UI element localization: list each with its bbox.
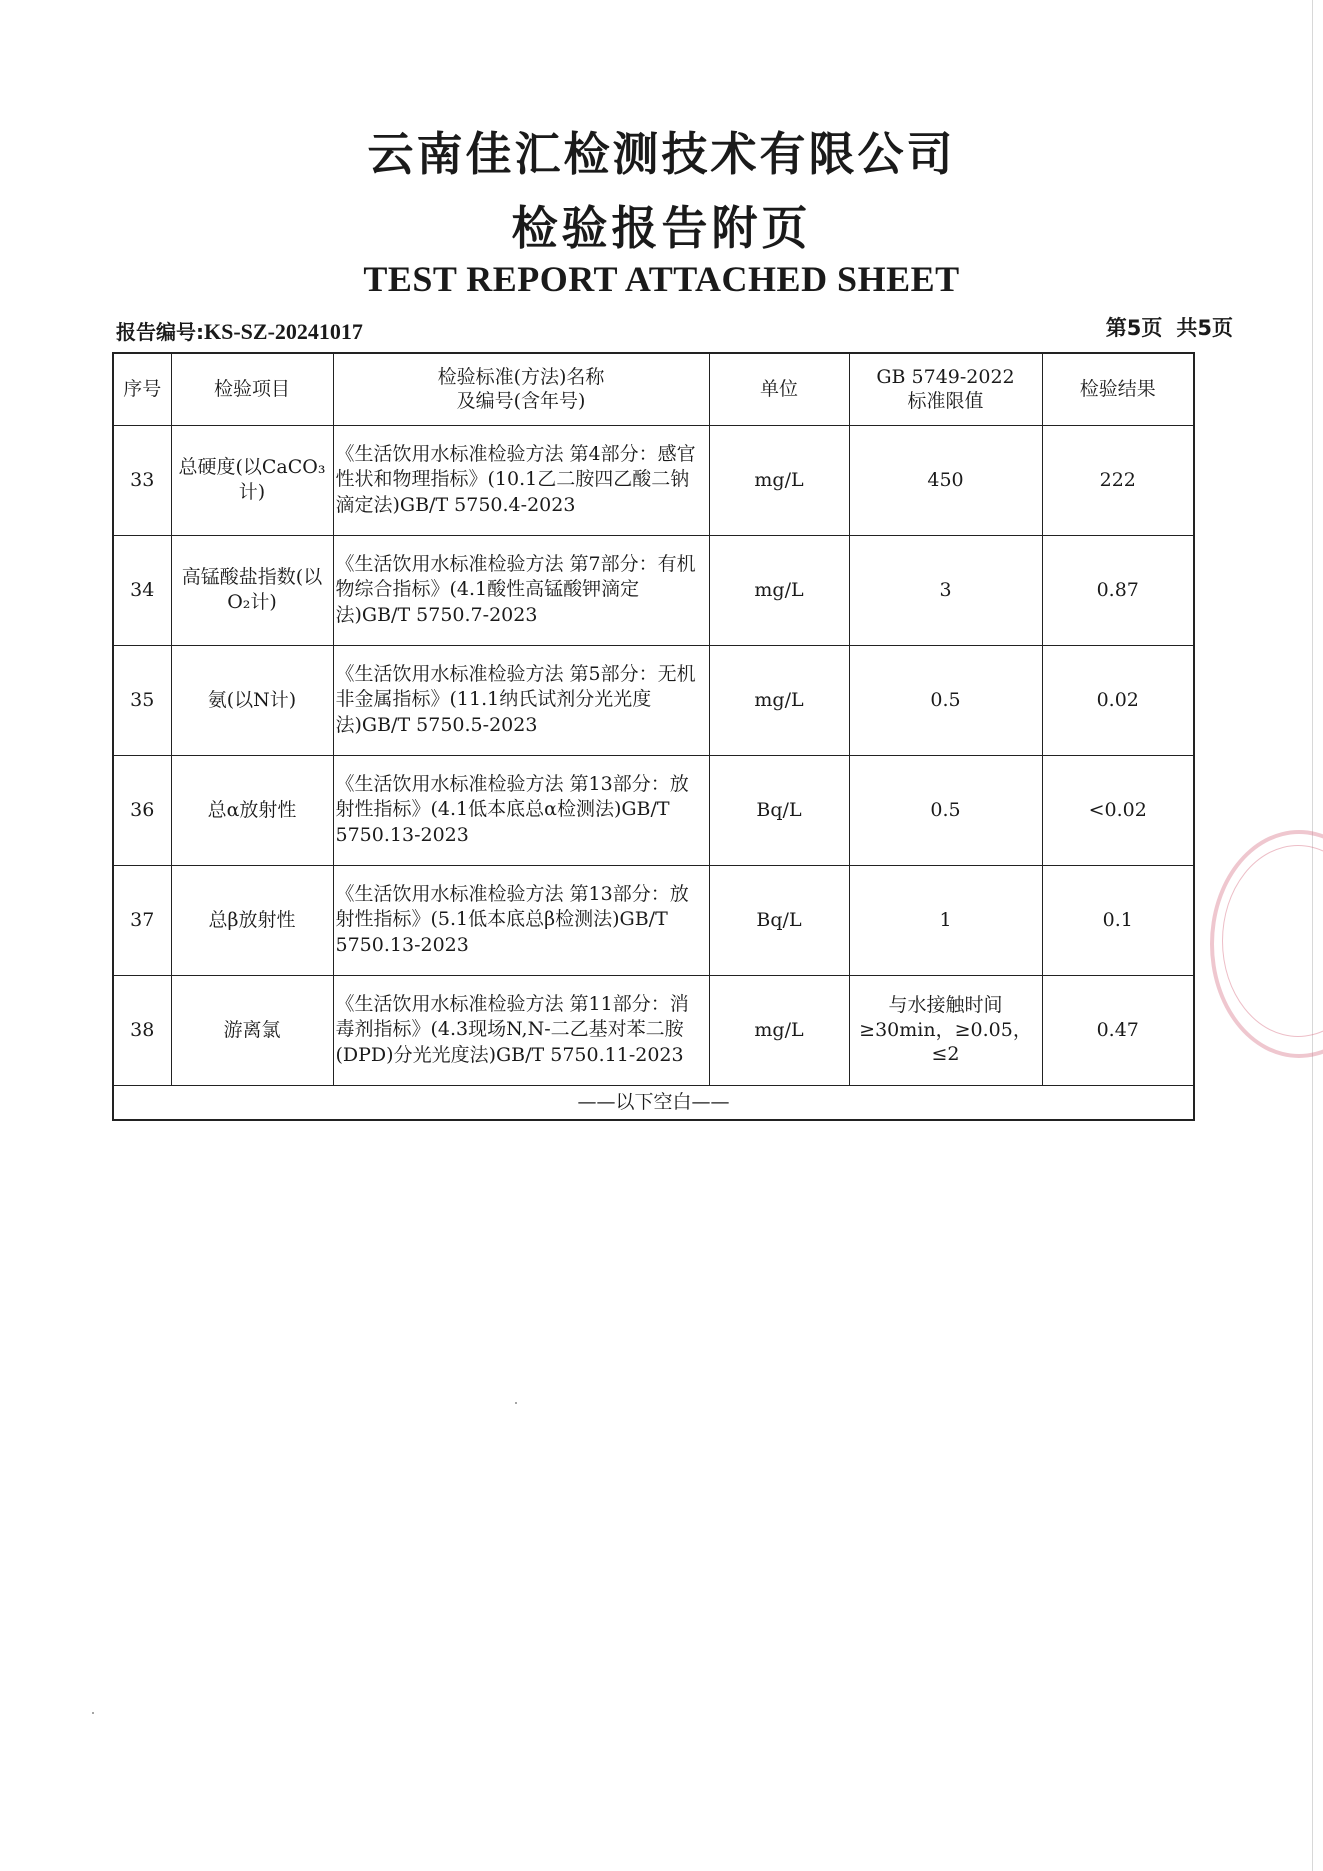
report-number-label: 报告编号: [116,320,204,344]
cell-method: 《生活饮用水标准检验方法 第11部分：消毒剂指标》(4.3现场N,N-二乙基对苯二胺(DPD)分光光度法)GB/T 5750.11-2023 [333,975,709,1085]
header-method-line1: 检验标准(方法)名称 [437,365,605,388]
cell-method: 《生活饮用水标准检验方法 第5部分：无机非金属指标》(11.1纳氏试剂分光光度法)GB/T 5750.5-2023 [333,645,709,755]
cell-index: 36 [113,755,171,865]
table-row [113,975,1194,1085]
cell-limit: 1 [849,865,1042,975]
results-table [112,352,1195,1121]
page-current: 第5页 [1105,316,1163,340]
cell-item: 游离氯 [171,975,333,1085]
cell-index: 38 [113,975,171,1085]
cell-result: 0.02 [1042,645,1194,755]
cell-limit: 3 [849,535,1042,645]
scan-speck [515,1402,517,1404]
cell-result: 0.47 [1042,975,1194,1085]
english-title: TEST REPORT ATTACHED SHEET [363,259,960,299]
cell-item: 氨(以N计) [171,645,333,755]
cell-unit: Bq/L [709,865,849,975]
header-method-line2: 及编号(含年号) [456,390,586,413]
cell-unit: mg/L [709,975,849,1085]
table-header-row [113,353,1194,425]
table-row [113,755,1194,865]
header-item: 检验项目 [171,353,333,425]
header-result: 检验结果 [1042,353,1194,425]
header-limit-line2: 标准限值 [907,390,984,413]
cell-unit: mg/L [709,645,849,755]
cell-index: 35 [113,645,171,755]
company-name: 云南佳汇检测技术有限公司 [367,127,956,181]
cell-item: 总β放射性 [171,865,333,975]
report-number-value: KS-SZ-20241017 [204,319,363,344]
cell-item: 总α放射性 [171,755,333,865]
page-total: 共5页 [1176,316,1233,340]
header-limit-line1: GB 5749-2022 [876,365,1015,388]
report-number [116,316,363,345]
cell-limit: 0.5 [849,645,1042,755]
cell-limit: 450 [849,425,1042,535]
cell-result: 222 [1042,425,1194,535]
header-index: 序号 [113,353,171,425]
cell-index: 37 [113,865,171,975]
table-row [113,535,1194,645]
cell-result: <0.02 [1042,755,1194,865]
cell-index: 33 [113,425,171,535]
cell-limit: 与水接触时间≥30min，≥0.05，≤2 [849,975,1042,1085]
cell-method: 《生活饮用水标准检验方法 第13部分：放射性指标》(5.1低本底总β检测法)GB/T 5750.13-2023 [333,865,709,975]
report-subtitle: 检验报告附页 [511,201,812,255]
cell-method: 《生活饮用水标准检验方法 第13部分：放射性指标》(4.1低本底总α检测法)GB/T 5750.13-2023 [333,755,709,865]
cell-item: 高锰酸盐指数(以O₂计) [171,535,333,645]
header-method [333,353,709,425]
header-unit: 单位 [709,353,849,425]
blank-note-row [113,1085,1194,1120]
cell-index: 34 [113,535,171,645]
cell-item: 总硬度(以CaCO₃计) [171,425,333,535]
cell-unit: Bq/L [709,755,849,865]
table-row [113,865,1194,975]
cell-method: 《生活饮用水标准检验方法 第4部分：感官性状和物理指标》(10.1乙二胺四乙酸二钠滴定法)GB/T 5750.4-2023 [333,425,709,535]
table-row [113,425,1194,535]
blank-note: ——以下空白—— [113,1085,1194,1120]
cell-limit: 0.5 [849,755,1042,865]
cell-result: 0.1 [1042,865,1194,975]
table-row [113,645,1194,755]
page-number [1106,312,1233,342]
cell-method: 《生活饮用水标准检验方法 第7部分：有机物综合指标》(4.1酸性高锰酸钾滴定法)GB/T 5750.7-2023 [333,535,709,645]
scan-speck [92,1712,94,1714]
header-limit [849,353,1042,425]
cell-result: 0.87 [1042,535,1194,645]
cell-unit: mg/L [709,425,849,535]
cell-unit: mg/L [709,535,849,645]
